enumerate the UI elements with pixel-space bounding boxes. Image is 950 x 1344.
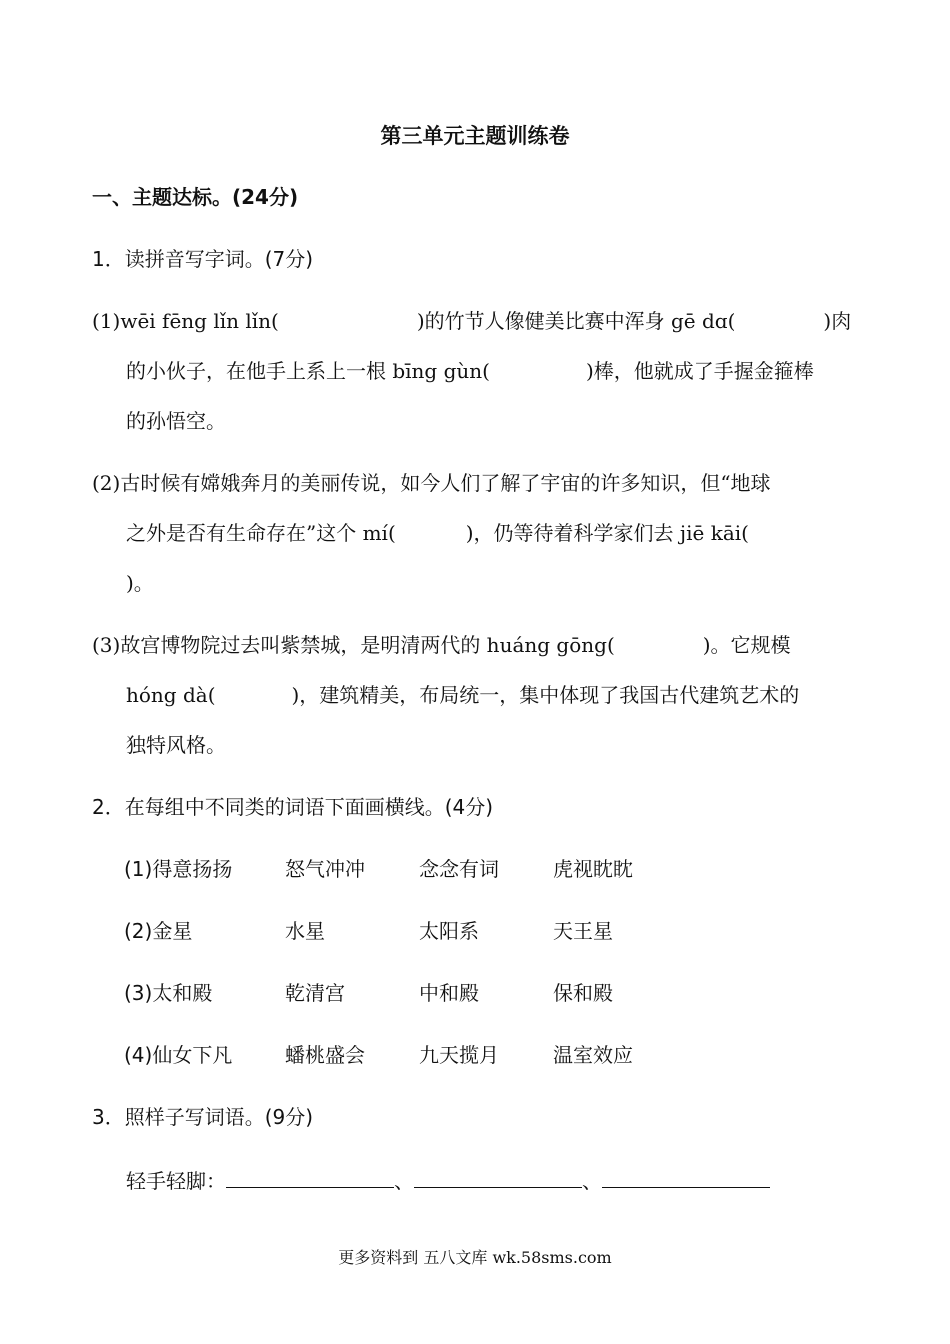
- word-option[interactable]: 蟠桃盛会: [285, 1043, 365, 1067]
- q1-p3-line1: [92, 631, 791, 659]
- q1-p3-line2: [126, 681, 799, 709]
- word-option[interactable]: 念念有词: [419, 857, 499, 881]
- q1-p3-text-d: )，建筑精美，布局统一，集中体现了我国古代建筑艺术的: [291, 683, 800, 707]
- word-option[interactable]: 温室效应: [553, 1043, 633, 1067]
- q1-p3-text-c: hóng dà(: [126, 683, 216, 707]
- page-title: 第三单元主题训练卷: [380, 124, 570, 148]
- word-option[interactable]: 中和殿: [419, 981, 479, 1005]
- section-heading: 一、主题达标。(24分): [92, 185, 299, 209]
- word-option[interactable]: 水星: [285, 919, 325, 943]
- q1-p3-line3: 独特风格。: [126, 733, 226, 757]
- word-option[interactable]: 太阳系: [419, 919, 479, 943]
- q1-p1-line2: [126, 357, 814, 385]
- word-option[interactable]: 九天揽月: [419, 1043, 499, 1067]
- q1-p2-line2: [126, 519, 749, 547]
- q1-p3-text-a: (3)故宫博物院过去叫紫禁城，是明清两代的 huáng gōng(: [92, 633, 615, 657]
- q1-p2-line1: (2)古时候有嫦娥奔月的美丽传说，如今人们了解了宇宙的许多知识，但“地球: [92, 471, 771, 495]
- separator: 、: [394, 1169, 414, 1193]
- q1-p1-line3: 的孙悟空。: [126, 409, 226, 433]
- question-3-heading: 3．照样子写词语。(9分): [92, 1105, 314, 1129]
- word-option[interactable]: (4)仙女下凡: [124, 1043, 233, 1067]
- q1-p1-text-d: 的小伙子，在他手上系上一根 bīng gùn(: [126, 359, 490, 383]
- question-1-heading: 1．读拼音写字词。(7分): [92, 247, 314, 271]
- word-option[interactable]: 天王星: [553, 919, 613, 943]
- word-option[interactable]: (3)太和殿: [124, 981, 213, 1005]
- word-option[interactable]: (1)得意扬扬: [124, 857, 233, 881]
- q1-p3-text-b: )。它规模: [702, 633, 791, 657]
- word-option[interactable]: 保和殿: [553, 981, 613, 1005]
- word-option[interactable]: 乾清宫: [285, 981, 345, 1005]
- question-2-heading: 2．在每组中不同类的词语下面画横线。(4分): [92, 795, 494, 819]
- q1-p1-line1: [92, 307, 851, 335]
- q1-p2-text-b: )，仍等待着科学家们去 jiē kāi(: [465, 521, 749, 545]
- q1-p1-text-e: )棒，他就成了手握金箍棒: [585, 359, 814, 383]
- q1-p1-text-a: (1)wēi fēng lǐn lǐn(: [92, 309, 279, 333]
- answer-line[interactable]: [226, 1165, 394, 1188]
- q1-p1-text-b: )的竹节人像健美比赛中浑身 gē dɑ(: [416, 309, 736, 333]
- q1-p2-line3: )。: [126, 571, 154, 595]
- separator: 、: [582, 1169, 602, 1193]
- q1-p2-text-a: 之外是否有生命存在”这个 mí(: [126, 521, 396, 545]
- answer-line[interactable]: [602, 1165, 770, 1188]
- answer-line[interactable]: [414, 1165, 582, 1188]
- q1-p1-text-c: )肉: [823, 309, 852, 333]
- word-option[interactable]: 怒气冲冲: [285, 857, 365, 881]
- footer-link[interactable]: 更多资料到 五八文库 wk.58sms.com: [338, 1248, 612, 1267]
- word-option[interactable]: (2)金星: [124, 919, 193, 943]
- q3-example-label: 轻手轻脚：: [126, 1169, 226, 1193]
- q3-example-line: [126, 1165, 770, 1195]
- word-option[interactable]: 虎视眈眈: [553, 857, 633, 881]
